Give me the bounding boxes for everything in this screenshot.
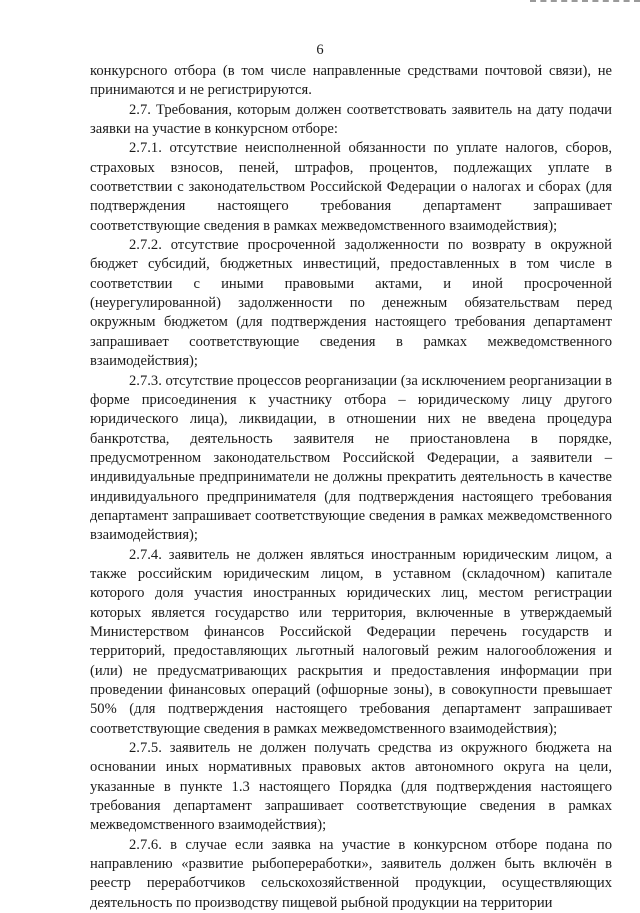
paragraph-2-7-1: 2.7.1. отсутствие неисполненной обязанности по уплате налогов, сборов, страховых взносов, пеней, штрафов, процентов, подлежащих уплате в соответствии с законодательством Российской Федерации о налогах и сборах (для подтверждения настоящего требования департамент запрашивает соответствующие сведения в рамках межведомственного взаимодействия); — [90, 140, 612, 234]
paragraph-2-7-2: 2.7.2. отсутствие просроченной задолженности по возврату в окружной бюджет субсидий, бюджетных инвестиций, предоставленных в том числе в соответствии с иными правовыми актами, и иной просроченной (неурегулированной) задолженности по денежным обязательствам перед окружным бюджетом (для подтверждения настоящего требования департамент запрашивает соответствующие сведения в рамках межведомственного взаимодействия); — [90, 237, 612, 370]
paragraph-2-7-3: 2.7.3. отсутствие процессов реорганизации (за исключением реорганизации в форме присоединения к участнику отбора – юридическому лицу другого юридического лица), ликвидации, в отношении них не введена процедура банкротства, деятельность заявителя не приостановлена в порядке, предусмотренном законодательством Российской Федерации, а заявители – индивидуальные предприниматели не должны прекратить деятельность в качестве индивидуального предпринимателя (для подтверждения настоящего требования департамент запрашивает соответствующие сведения в рамках межведомственного взаимодействия); — [90, 372, 612, 544]
paragraph-continuation: конкурсного отбора (в том числе направленные средствами почтовой связи), не принимаются и не регистрируются. — [90, 63, 612, 99]
paragraph-2-7-6: 2.7.6. в случае если заявка на участие в конкурсном отборе подана по направлению «развитие рыбопереработки», заявитель должен быть включён в реестр переработчиков сельскохозяйственной продукции, осуществляющих деятельность по производству пищевой рыбной продукции на территории — [90, 836, 612, 911]
page-top-rule — [530, 0, 640, 3]
paragraph-2-7-4: 2.7.4. заявитель не должен являться иностранным юридическим лицом, а также российским юридическим лицом, в уставном (складочном) капитале которого доля участия иностранных юридических лиц, местом регистрации которых является государство или территория, включенные в утверждаемый Министерством финансов Российской Федерации перечень государств и территорий, предоставляющих льготный налоговый режим налогообложения и (или) не предусматривающих раскрытия и предоставления информации при проведении финансовых операций (офшорные зоны), в совокупности превышает 50% (для подтверждения настоящего требования департамент запрашивает соответствующие сведения в рамках межведомственного взаимодействия); — [90, 546, 612, 737]
document-body — [90, 62, 612, 913]
paragraph-2-7: 2.7. Требования, которым должен соответствовать заявитель на дату подачи заявки на участие в конкурсном отборе: — [90, 101, 612, 138]
page-number: 6 — [316, 42, 324, 58]
paragraph-2-7-5: 2.7.5. заявитель не должен получать средства из окружного бюджета на основании иных нормативных правовых актов автономного округа на цели, указанные в пункте 1.3 настоящего Порядка (для подтверждения настоящего требования департамент запрашивает соответствующие сведения в рамках межведомственного взаимодействия); — [90, 740, 612, 834]
